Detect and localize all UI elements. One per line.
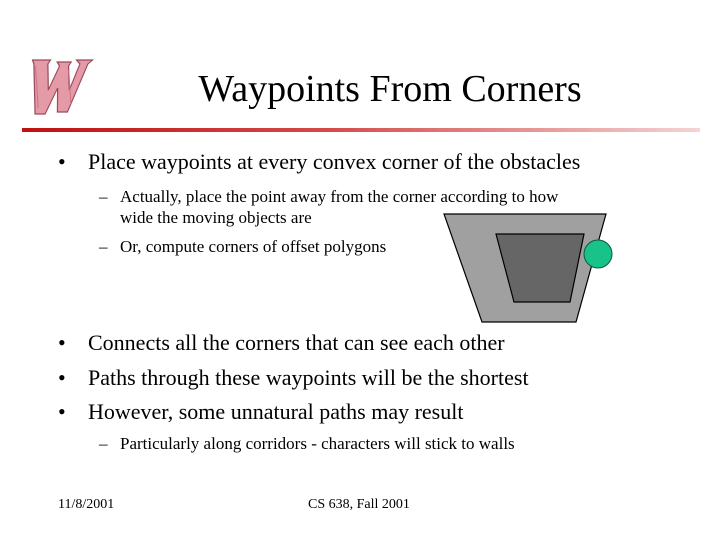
- offset-polygon-diagram: [440, 212, 620, 324]
- footer-date: 11/8/2001: [58, 497, 115, 512]
- footer-course: CS 638, Fall 2001: [308, 497, 410, 512]
- sub-bullet-marker: –: [99, 237, 108, 256]
- slide-title: Waypoints From Corners: [198, 68, 582, 110]
- waypoint-marker: [584, 240, 612, 268]
- bullet-marker: •: [58, 149, 66, 174]
- title-divider: [22, 128, 700, 132]
- sub-bullet-marker: –: [99, 187, 108, 206]
- bullet-text: However, some unnatural paths may result: [88, 399, 464, 424]
- bullet-text: Paths through these waypoints will be the shortest: [88, 365, 529, 390]
- bullet-text: Connects all the corners that can see each other: [88, 330, 505, 355]
- sub-bullet-text-line: Actually, place the point away from the corner according to how: [120, 187, 559, 206]
- bullet-marker: •: [58, 330, 66, 355]
- bullet-text: Place waypoints at every convex corner of the obstacles: [88, 149, 581, 174]
- sub-bullet-marker: –: [99, 434, 108, 453]
- sub-bullet-text-line: Or, compute corners of offset polygons: [120, 237, 387, 256]
- university-w-logo-icon: [18, 52, 94, 122]
- bullet-marker: •: [58, 399, 66, 424]
- sub-bullet-text-line: wide the moving objects are: [120, 208, 312, 227]
- bullet-marker: •: [58, 365, 66, 390]
- sub-bullet-text: Particularly along corridors - characters will stick to walls: [120, 434, 515, 453]
